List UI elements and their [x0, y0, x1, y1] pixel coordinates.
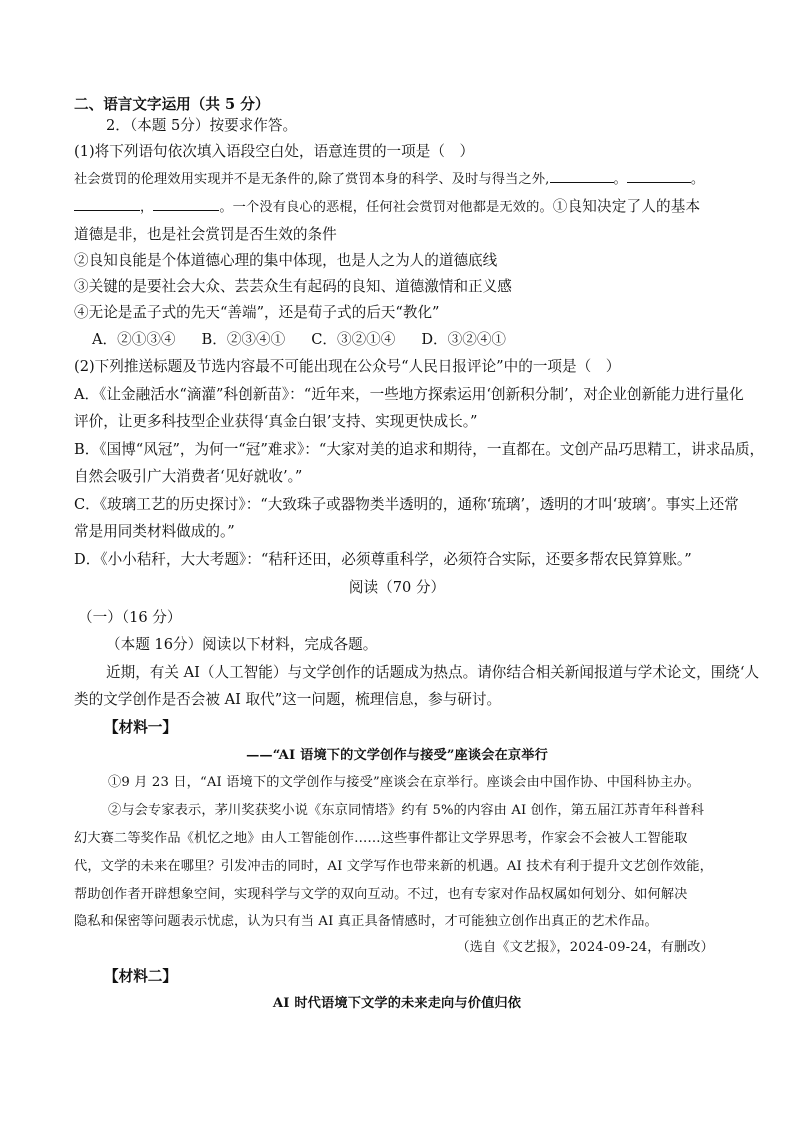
reading-intro-line-1: 近期，有关 AI（人工智能）与文学创作的话题成为热点。请你结合相关新闻报道与学术论文，围绕‘人 [106, 664, 760, 681]
option-c[interactable]: C．③②①④ [311, 331, 396, 348]
item-1-cont: 道德是非，也是社会赏罚是否生效的条件 [74, 226, 337, 243]
reading-intro-line-2: 类的文学创作是否会被 AI 取代”这一问题，梳理信息，参与研讨。 [74, 691, 502, 708]
item-2: ②良知良能是个体道德心理的集中体现，也是人之为人的道德底线 [74, 252, 498, 269]
option-b[interactable]: B．②③④① [201, 331, 286, 348]
material-1-para-1: ①9 月 23 日，“AI 语境下的文学创作与接受”座谈会在京举行。座谈会由中国作协、中国科协主办。 [108, 775, 700, 790]
option-d-line: D．《小小秸秆，大大考题》：“秸秆还田，必须尊重科学，必须符合实际，还要多帮农民算算账。” [74, 551, 692, 568]
question-2-stem: 2．（本题 5分）按要求作答。 [106, 117, 298, 134]
passage-line-1 [74, 170, 704, 190]
option-b-line-1: B．《国博“风冠”，为何一“冠”难求》：“大家对美的追求和期待，一直都在。文创产品巧思精工，讲求品质， [74, 441, 765, 458]
passage-sep-3: ， [140, 200, 154, 215]
material-1-para-2-line-2: 幻大赛二等奖作品《机忆之地》由人工智能创作……这些事件都让文学界思考，作家会不会被人工智能取 [74, 831, 688, 846]
option-a-line-2: 评价，让更多科技型企业获得‘真金白银’支持、实现更快成长。” [74, 413, 478, 430]
reading-instruction: （本题 16分）阅读以下材料，完成各题。 [106, 636, 378, 653]
option-c-line-1: C．《玻璃工艺的历史探讨》：“大致珠子或器物类半透明的，通称‘琉璃’，透明的才叫‘玻璃’。事实上还常 [74, 496, 739, 513]
material-1-label: 【材料一】 [104, 719, 177, 736]
material-1-para-2-line-4: 帮助创作者开辟想象空间，实现科学与文学的双向互动。不过，也有专家对作品权属如何划分、如何解决 [74, 887, 688, 902]
blank-4 [153, 198, 219, 211]
section-header: 二、语言文字运用（共 5 分） [74, 96, 270, 113]
passage-sep-1: 。 [613, 172, 627, 187]
material-2-label: 【材料二】 [104, 968, 177, 985]
option-a-line-1: A．《让金融活水“滴灌”科创新苗》：“近年来，一些地方探索运用‘创新积分制’，对企业创新能力进行量化 [74, 386, 744, 403]
blank-2 [627, 170, 691, 183]
option-d[interactable]: D．③②④① [421, 331, 507, 348]
passage-sep-2: 。 [690, 172, 705, 187]
reading-title: 阅读（70 分） [348, 579, 446, 596]
material-1-para-2-line-5: 隐私和保密等问题表示忧虑，认为只有当 AI 真正具备情感时，才可能独立创作出真正的艺术作品。 [74, 914, 658, 929]
option-b-line-2: 自然会吸引广大消费者‘见好就收’。” [74, 468, 303, 485]
subquestion-1-prompt: (1)将下列语句依次填入语段空白处，语意连贯的一项是（ ） [74, 143, 475, 160]
subquestion-2-prompt: (2)下列推送标题及节选内容最不可能出现在公众号“人民日报评论”中的一项是（ ） [74, 358, 621, 375]
option-c-line-2: 常是用同类材料做成的。” [74, 523, 235, 540]
option-a[interactable]: A．②①③④ [92, 331, 176, 348]
choice-options [92, 330, 532, 350]
item-3: ③关键的是要社会大众、芸芸众生有起码的良知、道德激情和正义感 [74, 278, 512, 295]
material-1-para-2-line-3: 代，文学的未来在哪里？引发冲击的同时，AI 文学写作也带来新的机遇。AI 技术有利于提升文艺创作效能， [74, 859, 713, 874]
item-1-start: ①良知决定了人的基本 [552, 198, 701, 215]
blank-3 [74, 198, 140, 211]
material-1-source: （选自《文艺报》，2024-09-24，有删改） [456, 940, 714, 955]
material-2-title: AI 时代语境下文学的未来走向与价值归依 [272, 996, 522, 1011]
reading-part-1: （一）（16 分） [78, 609, 182, 626]
material-1-title: ——“AI 语境下的文学创作与接受”座谈会在京举行 [246, 748, 548, 763]
passage-text-b: 。一个没有良心的恶棍，任何社会赏罚对他都是无效的。 [219, 200, 553, 215]
passage-text-a: 社会赏罚的伦理效用实现并不是无条件的,除了赏罚本身的科学、及时与得当之外, [74, 172, 550, 187]
blank-1 [550, 170, 614, 183]
material-1-para-2-line-1: ②与会专家表示，茅川奖获奖小说《东京同情塔》约有 5%的内容由 AI 创作，第五届江苏青年科普科 [108, 803, 705, 818]
passage-line-2 [74, 197, 700, 218]
item-4: ④无论是孟子式的先天“善端”，还是荀子式的后天“教化” [74, 304, 440, 321]
